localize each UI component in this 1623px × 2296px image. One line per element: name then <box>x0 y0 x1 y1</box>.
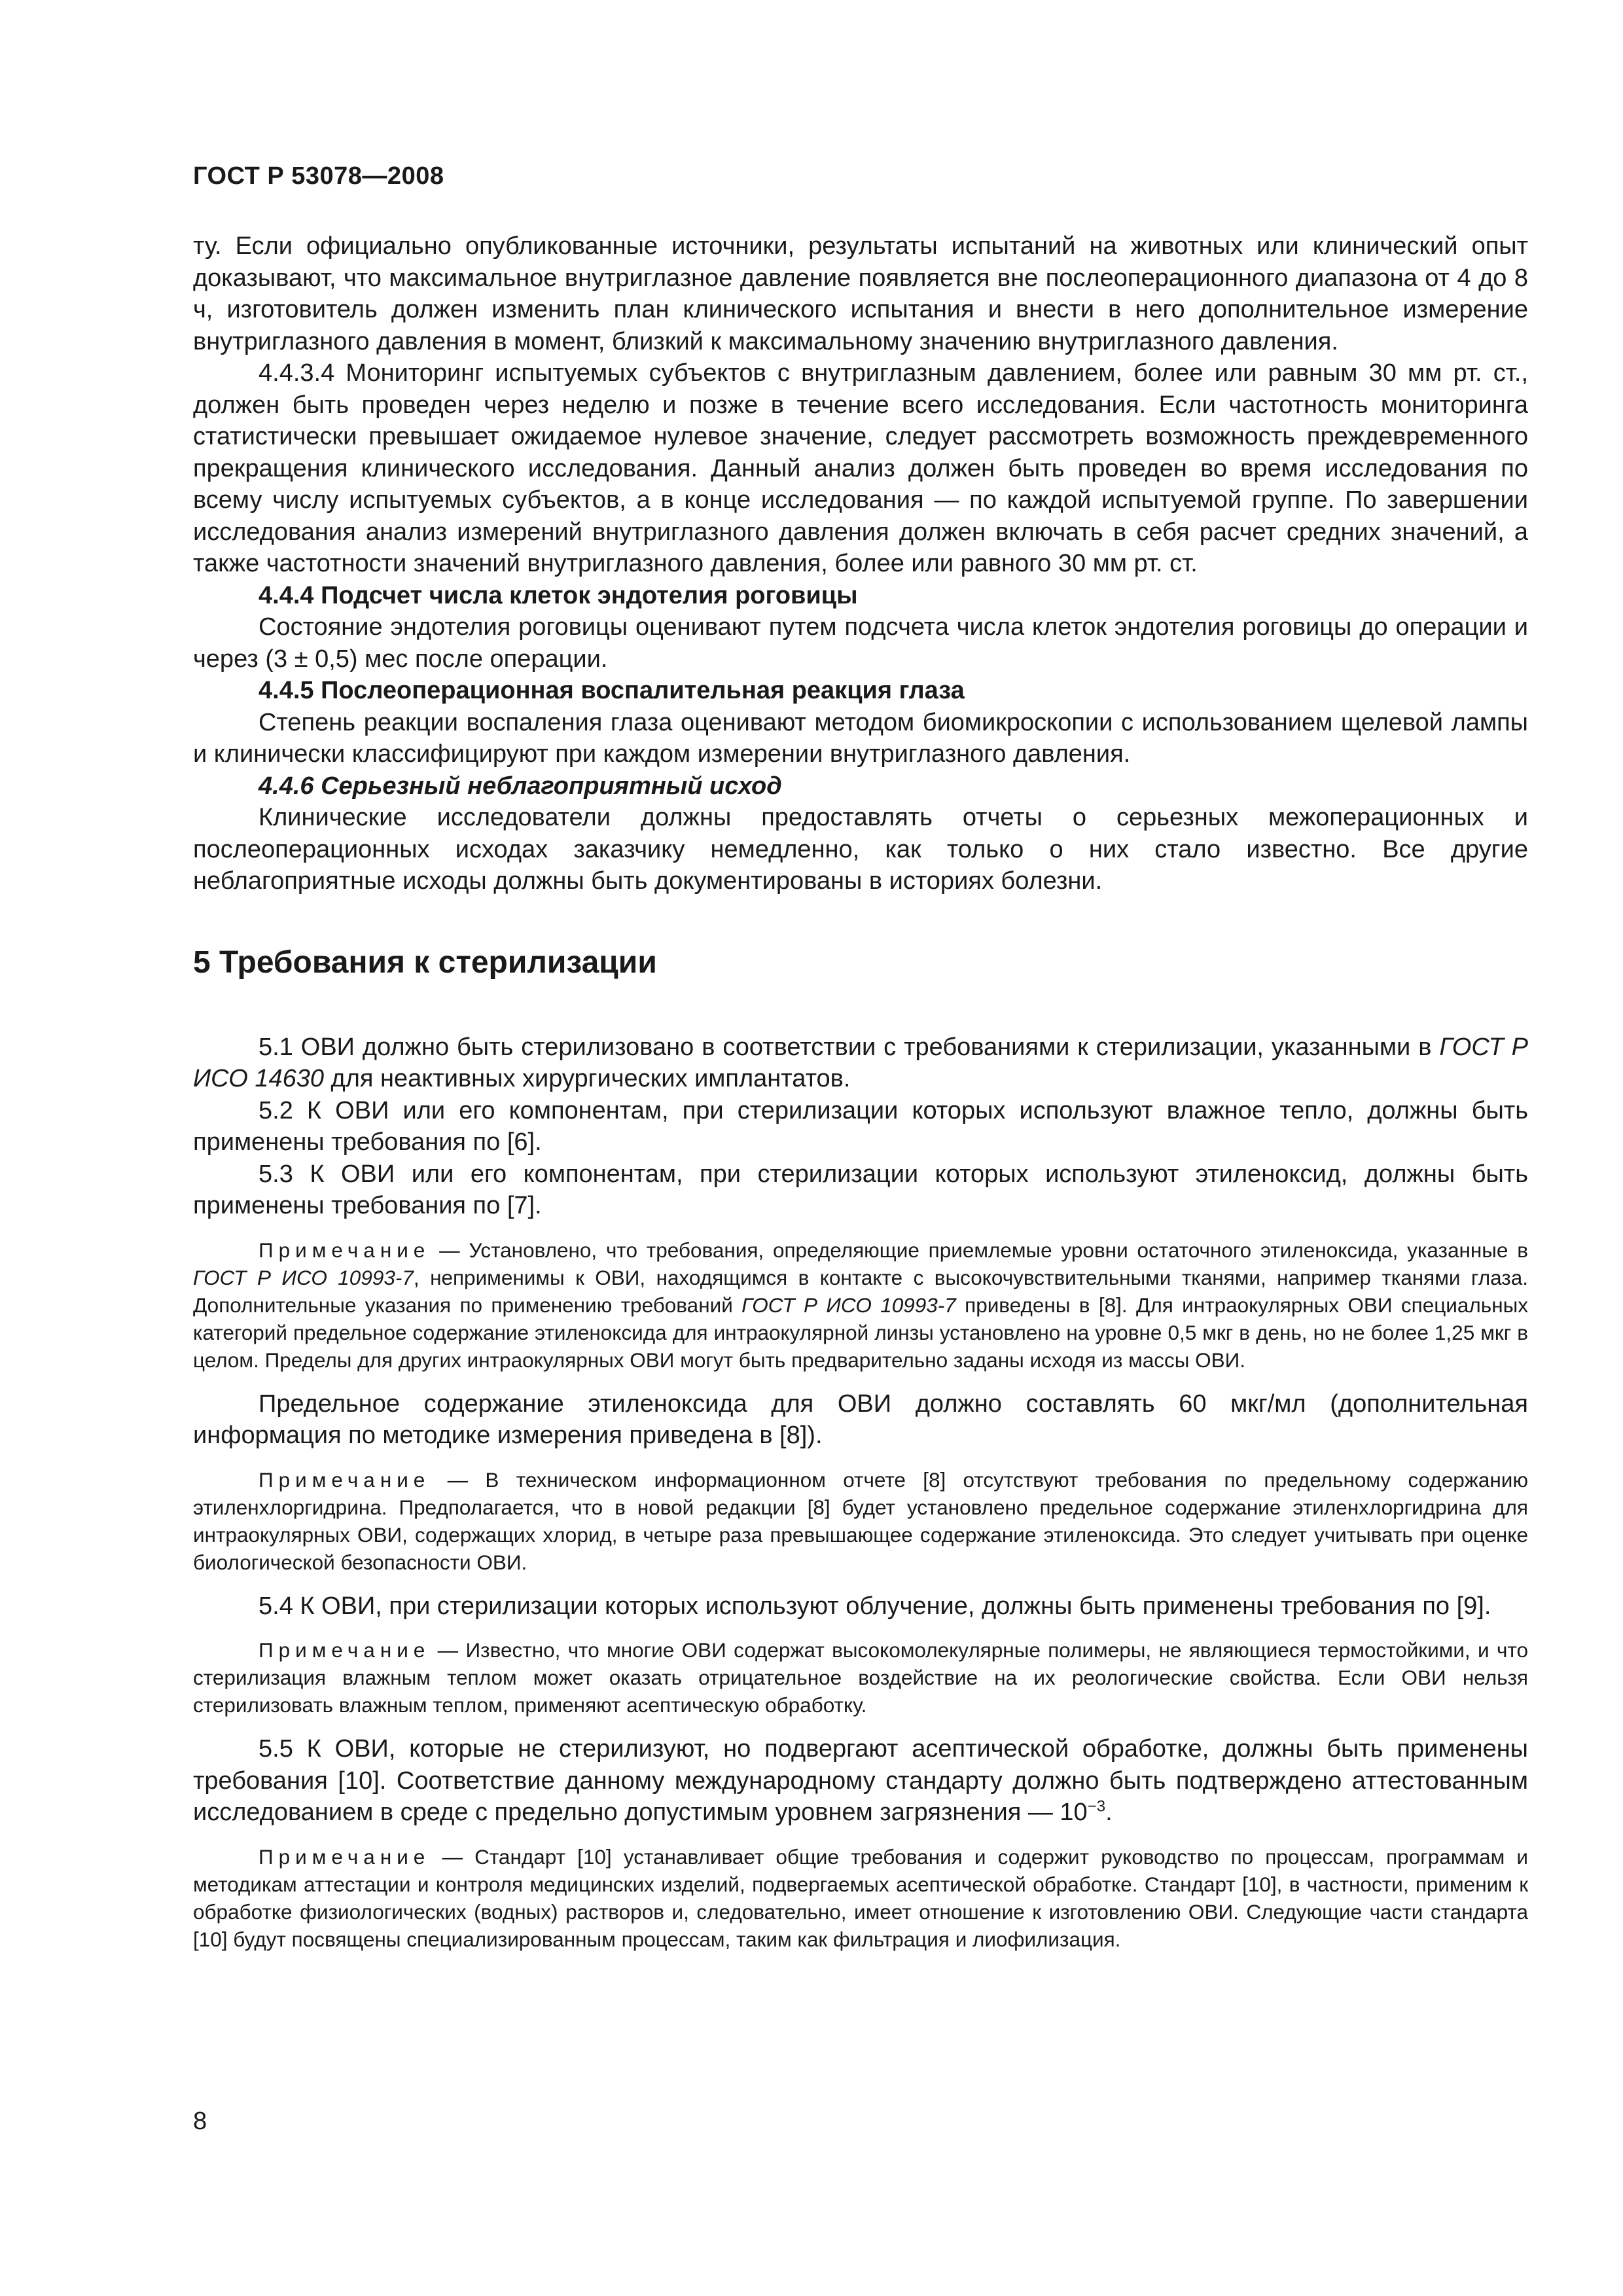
paragraph-continuation: ту. Если официально опубликованные источники, результаты испытаний на животных или клинический опыт доказывают, что максимальное внутриглазное давление появляется вне послеоперационного диапазона от 4 до 8 ч, изготовитель должен изменить план клинического испытания и внести в него дополнительное измерение внутриглазного давления в момент, близкий к максимальному значению внутриглазного давления. <box>193 232 1528 355</box>
paragraph-4-4-3-4: 4.4.3.4 Мониторинг испытуемых субъектов с внутриглазным давлением, более или равным 30 мм рт. ст., должен быть проведен через неделю и позже в течение всего исследования. Если частотность мониторинга статистически превышает ожидаемое нулевое значение, следует рассмотреть возможность преждевременного прекращения клинического исследования. Данный анализ должен быть проведен во время исследования по всему числу испытуемых субъектов, а в конце исследования — по каждой испытуемой группе. По завершении исследования анализ измерений внутриглазного давления должен включать в себя расчет средних значений, а также частотности значений внутриглазного давления, более или равного 30 мм рт. ст. <box>193 359 1528 577</box>
note-1-text-b: , неприменимы к ОВИ, находящимся в контакте с высокочувствительными тканями, например тканями глаза. Дополнительные указания по применению требований <box>193 1265 1528 1317</box>
note-3 <box>193 1636 1528 1719</box>
heading-4-4-6: 4.4.6 Серьезный неблагоприятный исход <box>259 772 782 800</box>
paragraph-5-3: 5.3 К ОВИ или его компонентам, при стерилизации которых используют этиленоксид, должны быть применены требования по [7]. <box>193 1160 1528 1219</box>
paragraph-5-5-text-a: 5.5 К ОВИ, которые не стерилизуют, но подвергают асептической обработке, должны быть применены требования [10]. Соответствие данному международному стандарту должно быть подтверждено аттестованным исследованием в среде с предельно допустимым уровнем загрязнения — 10 <box>193 1735 1528 1826</box>
paragraph-5-4: 5.4 К ОВИ, при стерилизации которых используют облучение, должны быть применены требования по [9]. <box>259 1592 1491 1620</box>
paragraph-5-5-text-b: . <box>1105 1799 1113 1826</box>
note-4 <box>193 1843 1528 1953</box>
note-label: Примечание <box>259 1638 431 1662</box>
note-label: Примечание <box>259 1238 431 1262</box>
paragraph-5-5 <box>193 1733 1528 1829</box>
standard-reference-iso-14630: ГОСТ Р ИСО 14630 <box>193 1033 1528 1092</box>
note-label: Примечание <box>259 1467 431 1492</box>
note-1-text-c: приведены в [8]. Для интраокулярных ОВИ специальных категорий предельное содержание этиленоксида для интраокулярной линзы установлено на уровне 0,5 мкг в день, но не более 1,25 мкг в целом. Пределы для других интраокулярных ОВИ могут быть предварительно заданы исходя из массы ОВИ. <box>193 1293 1528 1372</box>
paragraph-5-1 <box>193 1031 1528 1095</box>
paragraph-5-2: 5.2 К ОВИ или его компонентам, при стерилизации которых используют влажное тепло, должны быть применены требования по [6]. <box>193 1096 1528 1156</box>
note-4-text: — Стандарт [10] устанавливает общие требования и содержит руководство по процессам, программам и методикам аттестации и контроля медицинских изделий, подвергаемых асептической обработке. Стандарт [10], в частности, применим к обработке физиологических (водных) растворов и, следовательно, имеет отношение к изготовлению ОВИ. Следующие части стандарта [10] будут посвящены специализированным процессам, таким как фильтрация и лиофилизация. <box>193 1844 1528 1951</box>
exponent: −3 <box>1087 1797 1106 1816</box>
document-header: ГОСТ Р 53078—2008 <box>193 162 444 190</box>
section-5-title: 5 Требования к стерилизации <box>193 944 657 980</box>
page-content <box>193 230 1528 1967</box>
note-2-text: — В техническом информационном отчете [8] отсутствуют требования по предельному содержанию этиленхлоргидрина. Предполагается, что в новой редакции [8] будет установлено предельное содержание этиленхлоргидрина для интраокулярных ОВИ, содержащих хлорид, в четыре раза превышающее содержание этиленоксида. Это следует учитывать при оценке биологической безопасности ОВИ. <box>193 1467 1528 1574</box>
heading-4-4-5: 4.4.5 Послеоперационная воспалительная реакция глаза <box>259 677 965 704</box>
heading-4-4-4: 4.4.4 Подсчет числа клеток эндотелия роговицы <box>259 581 858 609</box>
paragraph-4-4-6: Клинические исследователи должны предоставлять отчеты о серьезных межоперационных и послеоперационных исходах заказчику немедленно, как только о них стало известно. Все другие неблагоприятные исходы должны быть документированы в историях болезни. <box>193 804 1528 895</box>
paragraph-4-4-4: Состояние эндотелия роговицы оценивают путем подсчета числа клеток эндотелия роговицы до операции и через (3 ± 0,5) мес после операции. <box>193 613 1528 673</box>
paragraph-ethylene-oxide-limit: Предельное содержание этиленоксида для ОВИ должно составлять 60 мкг/мл (дополнительная информация по методике измерения приведена в [8]). <box>193 1390 1528 1449</box>
paragraph-4-4-5: Степень реакции воспаления глаза оценивают методом биомикроскопии с использованием щелевой лампы и клинически классифицируют при каждом измерении внутриглазного давления. <box>193 708 1528 768</box>
note-3-text: — Известно, что многие ОВИ содержат высокомолекулярные полимеры, не являющиеся термостойкими, и что стерилизация влажным теплом может оказать отрицательное воздействие на их реологические свойства. Если ОВИ нельзя стерилизовать влажным теплом, применяют асептическую обработку. <box>193 1638 1528 1717</box>
standard-reference-iso-10993-7: ГОСТ Р ИСО 10993-7 <box>193 1265 414 1289</box>
page-number: 8 <box>193 2108 207 2135</box>
standard-reference-iso-10993-7: ГОСТ Р ИСО 10993-7 <box>741 1293 956 1317</box>
note-label: Примечание <box>259 1844 431 1869</box>
note-2 <box>193 1466 1528 1576</box>
paragraph-5-1-text-a: 5.1 ОВИ должно быть стерилизовано в соответствии с требованиями к стерилизации, указанными в <box>259 1033 1440 1061</box>
paragraph-5-1-text-b: для неактивных хирургических имплантатов. <box>323 1065 851 1092</box>
note-1-text-a: — Установлено, что требования, определяющие приемлемые уровни остаточного этиленоксида, указанные в <box>430 1238 1528 1262</box>
note-1 <box>193 1236 1528 1374</box>
